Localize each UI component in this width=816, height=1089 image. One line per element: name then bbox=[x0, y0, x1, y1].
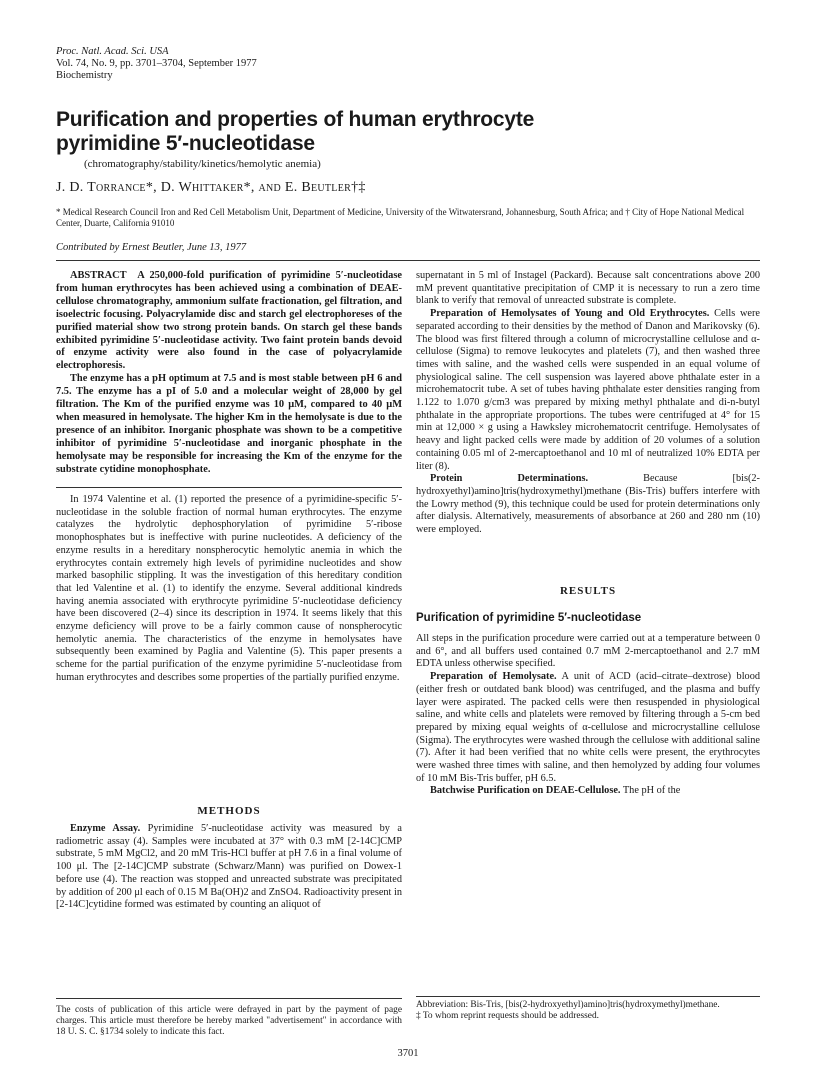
assay-text: Pyrimidine 5′-nucleotidase activity was measured by a radiometric assay (4). Samples were incubated at 37° with 0.3 mM [2-14C]CMP substrate, 5 mM MgCl2, and 20 mM Tris-HCl buffer at pH 7.6 in a final volume of 100 μl. The [2-14C]CMP substrate (Schwarz/Mann) was purified on Dowex-1 before use (4). The reaction was stopped and unreacted substrate was precipitated by addition of 200 μl each of 0.15 M Ba(OH)2 and ZnSO4. Radioactivity present in [2-14C]cytidine formed was estimated by counting an aliquot of bbox=[56, 823, 402, 911]
methods-heading: METHODS bbox=[197, 805, 261, 817]
abstract-lead: ABSTRACT bbox=[70, 270, 127, 281]
journal-header bbox=[56, 46, 257, 82]
abstract-p2: The enzyme has a pH optimum at 7.5 and is most stable between pH 6 and 7.5. The enzyme has a pI of 5.0 and a molecular weight of 28,000 by gel filtration. The Km of the purified enzyme was 10 μM, compared to 40 μM when measured in hemolysate. The higher Km in the hemolysate is due to the presence of an inhibitor. Inorganic phosphate was shown to be a competitive inhibitor of pyrimidine 5′-nucleotidase and inorganic phosphate in the hemolysate may be responsible for increasing the Km of the enzyme for the substrate cytidine monophosphate. bbox=[56, 373, 402, 475]
contributed-line: Contributed by Ernest Beutler, June 13, 1977 bbox=[56, 242, 247, 253]
hemolysates-heading: Preparation of Hemolysates of Young and Old Erythrocytes. bbox=[430, 308, 710, 320]
article-title: Purification and properties of human erythrocyte pyrimidine 5′-nucleotidase bbox=[56, 108, 535, 155]
introduction bbox=[56, 494, 402, 685]
abstract-p1: A 250,000-fold purification of pyrimidine 5′-nucleotidase from human erythrocytes has been achieved using a combination of DEAE-cellulose chromatography, ammonium sulfate fractionation, gel filtration, and isoelectric focusing. Polyacrylamide disc and starch gel electrophoreses of the purified material show two strong protein bands. On starch gel these bands exhibited pyrimidine 5′-nucleotidase activity. Two faint protein bands devoid of enzyme activity were also found in the case of polyacrylamide electrophoresis. bbox=[56, 270, 402, 372]
page-number: 3701 bbox=[397, 1048, 419, 1059]
assay-heading: Enzyme Assay. bbox=[70, 823, 141, 834]
results-section bbox=[416, 633, 760, 798]
methods-section bbox=[56, 823, 402, 912]
journal-name: Proc. Natl. Acad. Sci. USA bbox=[56, 46, 169, 57]
section-label: Biochemistry bbox=[56, 70, 113, 81]
results-p1: All steps in the purification procedure were carried out at a temperature between 0 and 6°, and all buffers used contained 0.7 mM 2-mercaptoethanol and 2.7 mM EDTA unless otherwise specified. bbox=[416, 633, 760, 670]
abstract bbox=[56, 270, 402, 477]
protein-heading: Protein Determinations. bbox=[430, 473, 589, 485]
hemolysate-prep-heading: Preparation of Hemolysate. bbox=[430, 671, 557, 683]
abbreviation-note: Abbreviation: Bis-Tris, [bis(2-hydroxyethyl)amino]tris(hydroxymethyl)methane. bbox=[416, 1000, 720, 1010]
batch-text: The pH of the bbox=[622, 785, 681, 797]
right-column-top bbox=[416, 270, 760, 537]
reprint-note: ‡ To whom reprint requests should be addressed. bbox=[416, 1011, 599, 1022]
volume-line: Vol. 74, No. 9, pp. 3701–3704, September 1977 bbox=[56, 58, 257, 69]
results-subheading: Purification of pyrimidine 5′-nucleotidase bbox=[416, 612, 642, 624]
keywords: (chromatography/stability/kinetics/hemolytic anemia) bbox=[84, 158, 321, 170]
footnote-right bbox=[416, 1000, 760, 1022]
header-divider bbox=[56, 260, 760, 261]
results-heading: RESULTS bbox=[559, 585, 617, 597]
affiliations: * Medical Research Council Iron and Red Cell Metabolism Unit, Department of Medicine, University of the Witwatersrand, Johannesburg, South Africa; and † City of Hope National Medical Center, Duarte, California 91010 bbox=[56, 207, 745, 228]
continued-text: supernatant in 5 ml of Instagel (Packard). Because salt concentrations above 200 mM prevent quantitative precipitation of CMP it is necessary to run a zero time blank to verify that removal of unreacted substrate is complete. bbox=[416, 270, 760, 307]
batch-heading: Batchwise Purification on DEAE-Cellulose. bbox=[430, 785, 621, 797]
footnote-left: The costs of publication of this article were defrayed in part by the payment of page charges. This article must therefore be hereby marked "advertisement" in accordance with 18 U. S. C. §1734 solely to indicate this fact. bbox=[56, 1005, 402, 1038]
authors: J. D. Torrance*, D. Whittaker*, and E. Beutler†‡ bbox=[56, 180, 366, 195]
abstract-divider bbox=[56, 487, 402, 488]
footnote-divider-right bbox=[416, 996, 760, 997]
protein-text: Because [bis(2-hydroxyethyl)amino]tris(hydroxymethyl)methane (Bis-Tris) buffers interfere with the Lowry method (9), this technique could be used for protein determinations only after dialysis. Alternatively, measurements of absorbance at 260 and 280 nm (10) were employed. bbox=[416, 473, 760, 536]
intro-text: In 1974 Valentine et al. (1) reported the presence of a pyrimidine-specific 5′-nucleotidase in the soluble fraction of normal human erythrocytes. The enzyme catalyzes the hydrolytic dephosphorylation of pyrimidine 5′-ribose monophosphates but is ineffective with purine nucleotides. A deficiency of the enzyme results in a hereditary nonspherocytic hemolytic anemia in which the erythrocytes contain extremely high levels of pyrimidine nucleotides and show marked basophilic stippling. It was the investigation of this hereditary condition that led Valentine et al. (1) to identify the enzyme. Several additional kindreds having anemia associated with erythrocyte pyrimidine 5′-nucleotidase deficiency have been discovered (2–4) since its description in 1974. It seems likely that this enzyme deficiency will prove to be a fairly common cause of nonspherocytic hemolytic anemia. The characteristics of the enzyme in hemolysates have subsequently been examined by Paglia and Valentine (5). This paper presents a scheme for the partial purification of the enzyme pyrimidine 5′-nucleotidase from human erythrocytes and describes some properties of the partially purified enzyme. bbox=[56, 494, 402, 683]
hemolysates-text: Cells were separated according to their densities by the method of Danon and Marikovsky (6). The blood was first filtered through a column of microcrystalline cellulose and α-cellulose (Sigma) to remove leukocytes and platelets (7), and then washed three times with saline, and the washed cells were suspended in an equal volume of physiological saline. The cell suspension was layered above phthalate ester in a microhematocrit tube. A set of tubes having phthalate ester densities ranging from 1.122 to 1.070 g/cm3 was prepared by mixing methyl phthalate and di-n-butyl phthalate in the appropriate proportions. The tubes were centrifuged at 4° for 15 min at 12,000 × g using a Hawksley microhematocrit centrifuge. Hemolysates of heavy and light packed cells were made by addition of 20 volumes of a solution containing 0.05 ml of 2-mercaptoethanol and 10 ml of neutralized 10% EDTA per liter (8). bbox=[416, 308, 761, 472]
hemolysate-prep-text: A unit of ACD (acid–citrate–dextrose) blood (either fresh or outdated bank blood) was centrifuged, and the plasma and buffy layer were aspirated. The packed cells were then resuspended in physiological saline, and white cells and platelets were removed by filtering through a 5-cm bed prepared by mixing equal weights of α-cellulose and microcrystalline cellulose (Sigma). The erythrocytes were washed through the cellulose with additional saline (7). After it had been verified that no white cells were present, the erythrocytes were washed three times with saline, and then hemolyzed by adding four volumes of 10 mM Bis-Tris buffer, pH 6.5. bbox=[416, 671, 760, 784]
footnote-divider-left bbox=[56, 998, 402, 999]
